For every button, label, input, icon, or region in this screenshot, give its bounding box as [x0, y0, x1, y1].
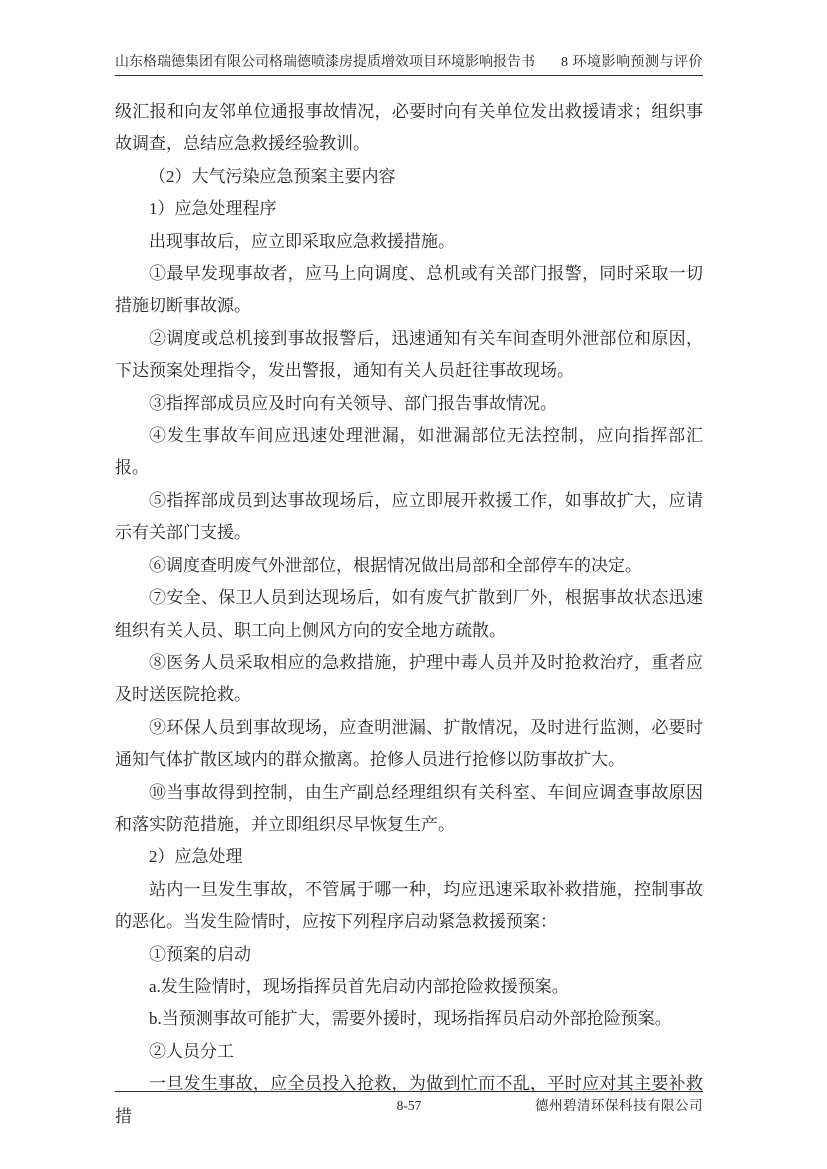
paragraph: a.发生险情时，现场指挥员首先启动内部抢险救援预案。: [149, 976, 569, 996]
paragraph: ⑧医务人员采取相应的急救措施，护理中毒人员并及时抢救治疗，重者应及时送医院抢救。: [115, 652, 703, 705]
paragraph: ⑦安全、保卫人员到达现场后，如有废气扩散到厂外，根据事故状态迅速组织有关人员、职工向上侧风方向的安全地方疏散。: [115, 588, 703, 640]
paragraph: ②调度或总机接到事故报警后，迅速通知有关车间查明外泄部位和原因，下达预案处理指令，发出警报，通知有关人员赶往事故现场。: [115, 328, 703, 381]
paragraph: 出现事故后，应立即采取应急救援措施。: [149, 231, 455, 251]
paragraph: 2）应急处理: [149, 847, 243, 867]
header-document-title: 山东格瑞德集团有限公司格瑞德喷漆房提质增效项目环境影响报告书: [115, 55, 535, 70]
paragraph: 一旦发生事故，应全员投入抢救，为做到忙而不乱，平时应对其主要补救措: [115, 1074, 703, 1126]
footer-company-name: 德州碧清环保科技有限公司: [535, 1098, 703, 1113]
paragraph: ⑨环保人员到事故现场，应查明泄漏、扩散情况，及时进行监测，必要时通知气体扩散区域内的群众撤离。抢修人员进行抢修以防事故扩大。: [115, 717, 703, 770]
page-number: 8-57: [396, 1098, 422, 1113]
paragraph: ②人员分工: [149, 1041, 234, 1061]
paragraph: （2）大气污染应急预案主要内容: [149, 166, 396, 186]
paragraph: 级汇报和向友邻单位通报事故情况，必要时向有关单位发出救援请求；组织事故调查，总结应急救援经验教训。: [115, 102, 703, 154]
paragraph: 站内一旦发生事故，不管属于哪一种，均应迅速采取补救措施，控制事故的恶化。当发生险情时，应按下列程序启动紧急救援预案：: [115, 879, 703, 932]
paragraph: ⑥调度查明废气外泄部位，根据情况做出局部和全部停车的决定。: [149, 555, 642, 575]
header-chapter-title: 8 环境影响预测与评价: [561, 55, 703, 70]
paragraph: ①预案的启动: [149, 944, 251, 964]
page-footer: [115, 1091, 703, 1120]
paragraph: 1）应急处理程序: [149, 199, 277, 219]
paragraph: ③指挥部成员应及时向有关领导、部门报告事故情况。: [149, 393, 557, 413]
paragraph: b.当预测事故可能扩大，需要外援时，现场指挥员启动外部抢险预案。: [149, 1009, 672, 1029]
paragraph: ⑩当事故得到控制，由生产副总经理组织有关科室、车间应调查事故原因和落实防范措施，并立即组织尽早恢复生产。: [115, 782, 703, 834]
paragraph: ①最早发现事故者，应马上向调度、总机或有关部门报警，同时采取一切措施切断事故源。: [115, 264, 703, 316]
document-body: [115, 96, 703, 1133]
page-header: [115, 54, 703, 76]
paragraph: ④发生事故车间应迅速处理泄漏，如泄漏部位无法控制，应向指挥部汇报。: [115, 426, 703, 478]
paragraph: ⑤指挥部成员到达事故现场后，应立即展开救援工作，如事故扩大，应请示有关部门支援。: [115, 490, 703, 543]
